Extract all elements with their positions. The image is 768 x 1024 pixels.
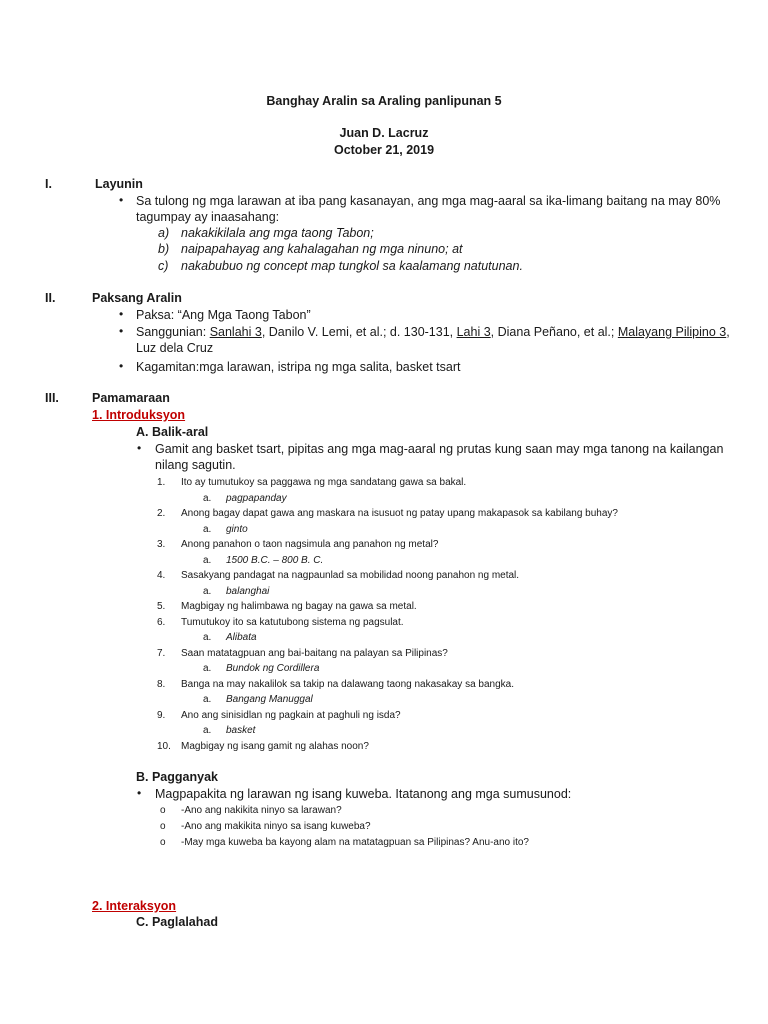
circle-bullet-icon: o bbox=[160, 805, 166, 816]
pagganyak-heading: B. Pagganyak bbox=[136, 770, 218, 784]
bullet-icon: • bbox=[119, 307, 124, 321]
answer-marker: a. bbox=[203, 663, 212, 674]
question-number: 7. bbox=[157, 647, 166, 659]
bullet-icon: • bbox=[119, 359, 124, 373]
document-date: October 21, 2019 bbox=[333, 143, 435, 157]
question-text: Ito ay tumutukoy sa paggawa ng mga sandatang gawa sa bakal. bbox=[181, 477, 467, 488]
answer-marker: a. bbox=[203, 492, 212, 504]
kagamitan-text: Kagamitan:mga larawan, istripa ng mga salita, basket tsart bbox=[136, 360, 461, 374]
objective-intro-line1: Sa tulong ng mga larawan at iba pang kasanayan, ang mga mag-aaral sa ika-limang baitang na may 80% bbox=[136, 194, 721, 208]
answer-text: Bundok ng Cordillera bbox=[226, 663, 320, 674]
question-number: 10. bbox=[157, 740, 171, 752]
objective-text: nakabubuo ng concept map tungkol sa kaalamang natutunan. bbox=[181, 259, 523, 273]
question-number: 5. bbox=[157, 601, 166, 612]
reference-malayang-pilipino: Malayang Pilipino 3 bbox=[617, 325, 727, 339]
sanggunian-text-3: , bbox=[726, 325, 730, 339]
question-text: Anong bagay dapat gawa ang maskara na isusuot ng patay upang makapasok sa kabilang buhay? bbox=[181, 508, 618, 519]
question-text: Magbigay ng isang gamit ng alahas noon? bbox=[181, 740, 369, 752]
section-1-number: I. bbox=[45, 177, 52, 191]
reference-sanlahi: Sanlahi 3 bbox=[209, 325, 262, 339]
document-title: Banghay Aralin sa Araling panlipunan 5 bbox=[266, 94, 502, 108]
section-3-heading: Pamamaraan bbox=[92, 391, 170, 405]
question-number: 6. bbox=[157, 616, 166, 628]
sanggunian-line1 bbox=[136, 325, 730, 339]
circle-bullet-icon: o bbox=[160, 821, 166, 832]
question-text: Banga na may nakalilok sa takip na dalawang taong nakasakay sa bangka. bbox=[181, 678, 515, 690]
answer-marker: a. bbox=[203, 554, 212, 566]
objective-text: nakakikilala ang mga taong Tabon; bbox=[181, 226, 374, 240]
section-2-number: II. bbox=[45, 291, 56, 305]
answer-text: 1500 B.C. – 800 B. C. bbox=[226, 554, 324, 566]
answer-marker: a. bbox=[203, 694, 212, 705]
answer-marker: a. bbox=[203, 523, 212, 535]
answer-text: balanghai bbox=[226, 585, 270, 597]
answer-text: pagpapanday bbox=[226, 492, 287, 504]
bullet-icon: • bbox=[137, 786, 142, 800]
bullet-icon: • bbox=[119, 193, 124, 207]
sanggunian-line2: Luz dela Cruz bbox=[136, 341, 214, 355]
answer-marker: a. bbox=[203, 632, 212, 643]
question-number: 1. bbox=[157, 477, 166, 488]
balik-aral-line1: Gamit ang basket tsart, pipitas ang mga mag-aaral ng prutas kung saan may mga tanong na kailangan bbox=[155, 442, 724, 456]
question-text: Sasakyang pandagat na nagpaunlad sa mobilidad noong panahon ng metal. bbox=[181, 570, 520, 581]
objective-marker: b) bbox=[158, 242, 170, 256]
answer-text: basket bbox=[226, 725, 256, 736]
question-text: Ano ang sinisidlan ng pagkain at paghuli ng isda? bbox=[181, 709, 401, 721]
part-2-heading: 2. Interaksyon bbox=[92, 899, 177, 913]
motivation-question: -Ano ang makikita ninyo sa isang kuweba? bbox=[181, 821, 371, 832]
question-number: 3. bbox=[157, 539, 166, 550]
answer-marker: a. bbox=[203, 585, 212, 597]
pagganyak-text: Magpapakita ng larawan ng isang kuweba. Itatanong ang mga sumusunod: bbox=[155, 787, 572, 801]
answer-text: Alibata bbox=[226, 632, 257, 643]
question-number: 2. bbox=[157, 508, 166, 519]
motivation-question: -May mga kuweba ba kayong alam na matatagpuan sa Pilipinas? Anu-ano ito? bbox=[181, 837, 529, 848]
question-text: Magbigay ng halimbawa ng bagay na gawa sa metal. bbox=[181, 601, 417, 612]
paglalahad-heading: C. Paglalahad bbox=[136, 915, 218, 929]
section-2-heading: Paksang Aralin bbox=[92, 291, 182, 305]
section-1-heading: Layunin bbox=[95, 177, 143, 191]
sanggunian-label: Sanggunian: bbox=[136, 325, 210, 339]
answer-text: ginto bbox=[226, 523, 248, 535]
reference-lahi: Lahi 3 bbox=[456, 325, 491, 339]
question-number: 4. bbox=[157, 570, 166, 581]
sanggunian-text-1: , Danilo V. Lemi, et al.; d. 130-131, bbox=[261, 325, 457, 339]
balik-aral-heading: A. Balik-aral bbox=[136, 425, 209, 439]
question-number: 9. bbox=[157, 709, 166, 721]
author-name: Juan D. Lacruz bbox=[339, 126, 429, 140]
balik-aral-line2: nilang sagutin. bbox=[155, 458, 236, 472]
question-number: 8. bbox=[157, 678, 166, 690]
objective-marker: a) bbox=[158, 226, 170, 240]
bullet-icon: • bbox=[119, 324, 124, 338]
motivation-question: -Ano ang nakikita ninyo sa larawan? bbox=[181, 805, 342, 816]
objective-intro-line2: tagumpay ay inaasahang: bbox=[136, 210, 280, 224]
objective-marker: c) bbox=[158, 259, 169, 273]
question-text: Tumutukoy ito sa katutubong sistema ng pagsulat. bbox=[181, 616, 404, 628]
circle-bullet-icon: o bbox=[160, 837, 166, 848]
question-text: Anong panahon o taon nagsimula ang panahon ng metal? bbox=[181, 539, 439, 550]
objective-text: naipapahayag ang kahalagahan ng mga ninuno; at bbox=[181, 242, 463, 256]
part-1-heading: 1. Introduksyon bbox=[92, 408, 186, 422]
section-3-number: III. bbox=[45, 391, 59, 405]
answer-text: Bangang Manuggal bbox=[226, 694, 313, 705]
paksa-text: Paksa: “Ang Mga Taong Tabon” bbox=[136, 308, 311, 322]
bullet-icon: • bbox=[137, 441, 142, 455]
answer-marker: a. bbox=[203, 725, 212, 736]
sanggunian-text-2: , Diana Peñano, et al.; bbox=[490, 325, 618, 339]
question-text: Saan matatagpuan ang bai-baitang na palayan sa Pilipinas? bbox=[181, 647, 448, 659]
